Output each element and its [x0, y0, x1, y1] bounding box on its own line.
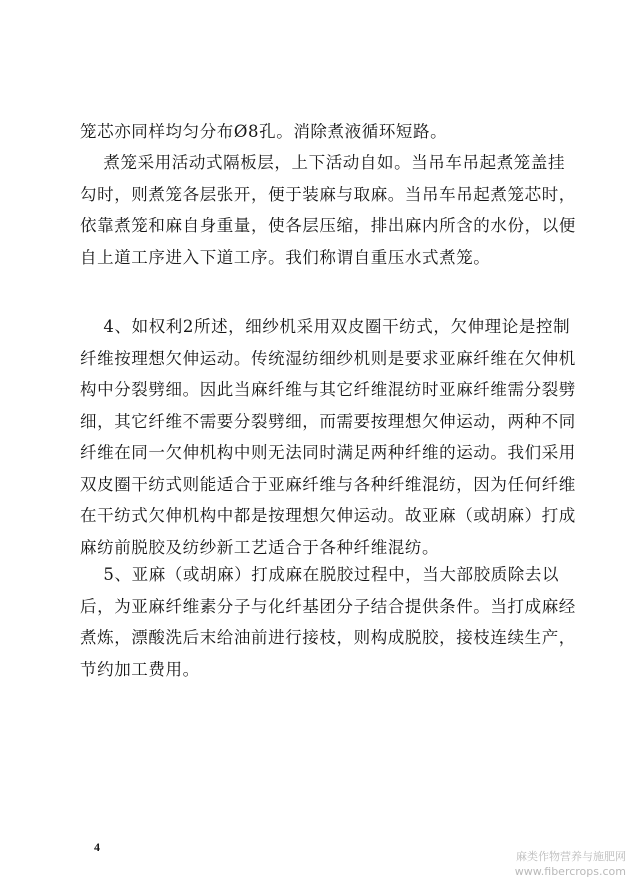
page-number: 4: [94, 840, 100, 854]
paragraph-1: 笼芯亦同样均匀分布Ø8孔。消除煮液循环短路。: [80, 122, 448, 141]
paragraph-4: 5、亚麻（或胡麻）打成麻在脱胶过程中，当大部胶质除去以后，为亚麻纤维素分子与化纤基团分子结合提供条件。当打成麻经煮炼，漂酸洗后末给油前进行接枝，则构成脱胶，接枝连续生产，节约加工费用。: [80, 565, 576, 679]
paragraph-3: 4、如权利2所述，细纱机采用双皮圈干纺式，欠伸理论是控制纤维按理想欠伸运动。传统湿纺细纱机则是要求亚麻纤维在欠伸机构中分裂劈细。因此当麻纤维与其它纤维混纺时亚麻纤维需分裂劈细，其它纤维不需要分裂劈细，而需要按理想欠伸运动，两种不同纤维在同一欠伸机构中则无法同时满足两种纤维的运动。我们采用双皮圈干纺式则能适合于亚麻纤维与各种纤维混纺，因为任何纤维在干纺式欠伸机构中都是按理想欠伸运动。故亚麻（或胡麻）打成麻纺前脱胶及纺纱新工艺适合于各种纤维混纺。: [80, 317, 576, 557]
watermark: [466, 849, 626, 879]
watermark-title: 麻类作物营养与施肥网: [516, 850, 626, 863]
watermark-url: www.fibercrops.com: [514, 865, 626, 878]
paragraph-2: 煮笼采用活动式隔板层，上下活动自如。当吊车吊起煮笼盖挂勾时，则煮笼各层张开，便于装麻与取麻。当吊车吊起煮笼芯时，依靠煮笼和麻自身重量，使各层压缩，排出麻内所含的水份，以便自上道工序进入下道工序。我们称谓自重压水式煮笼。: [80, 153, 576, 267]
